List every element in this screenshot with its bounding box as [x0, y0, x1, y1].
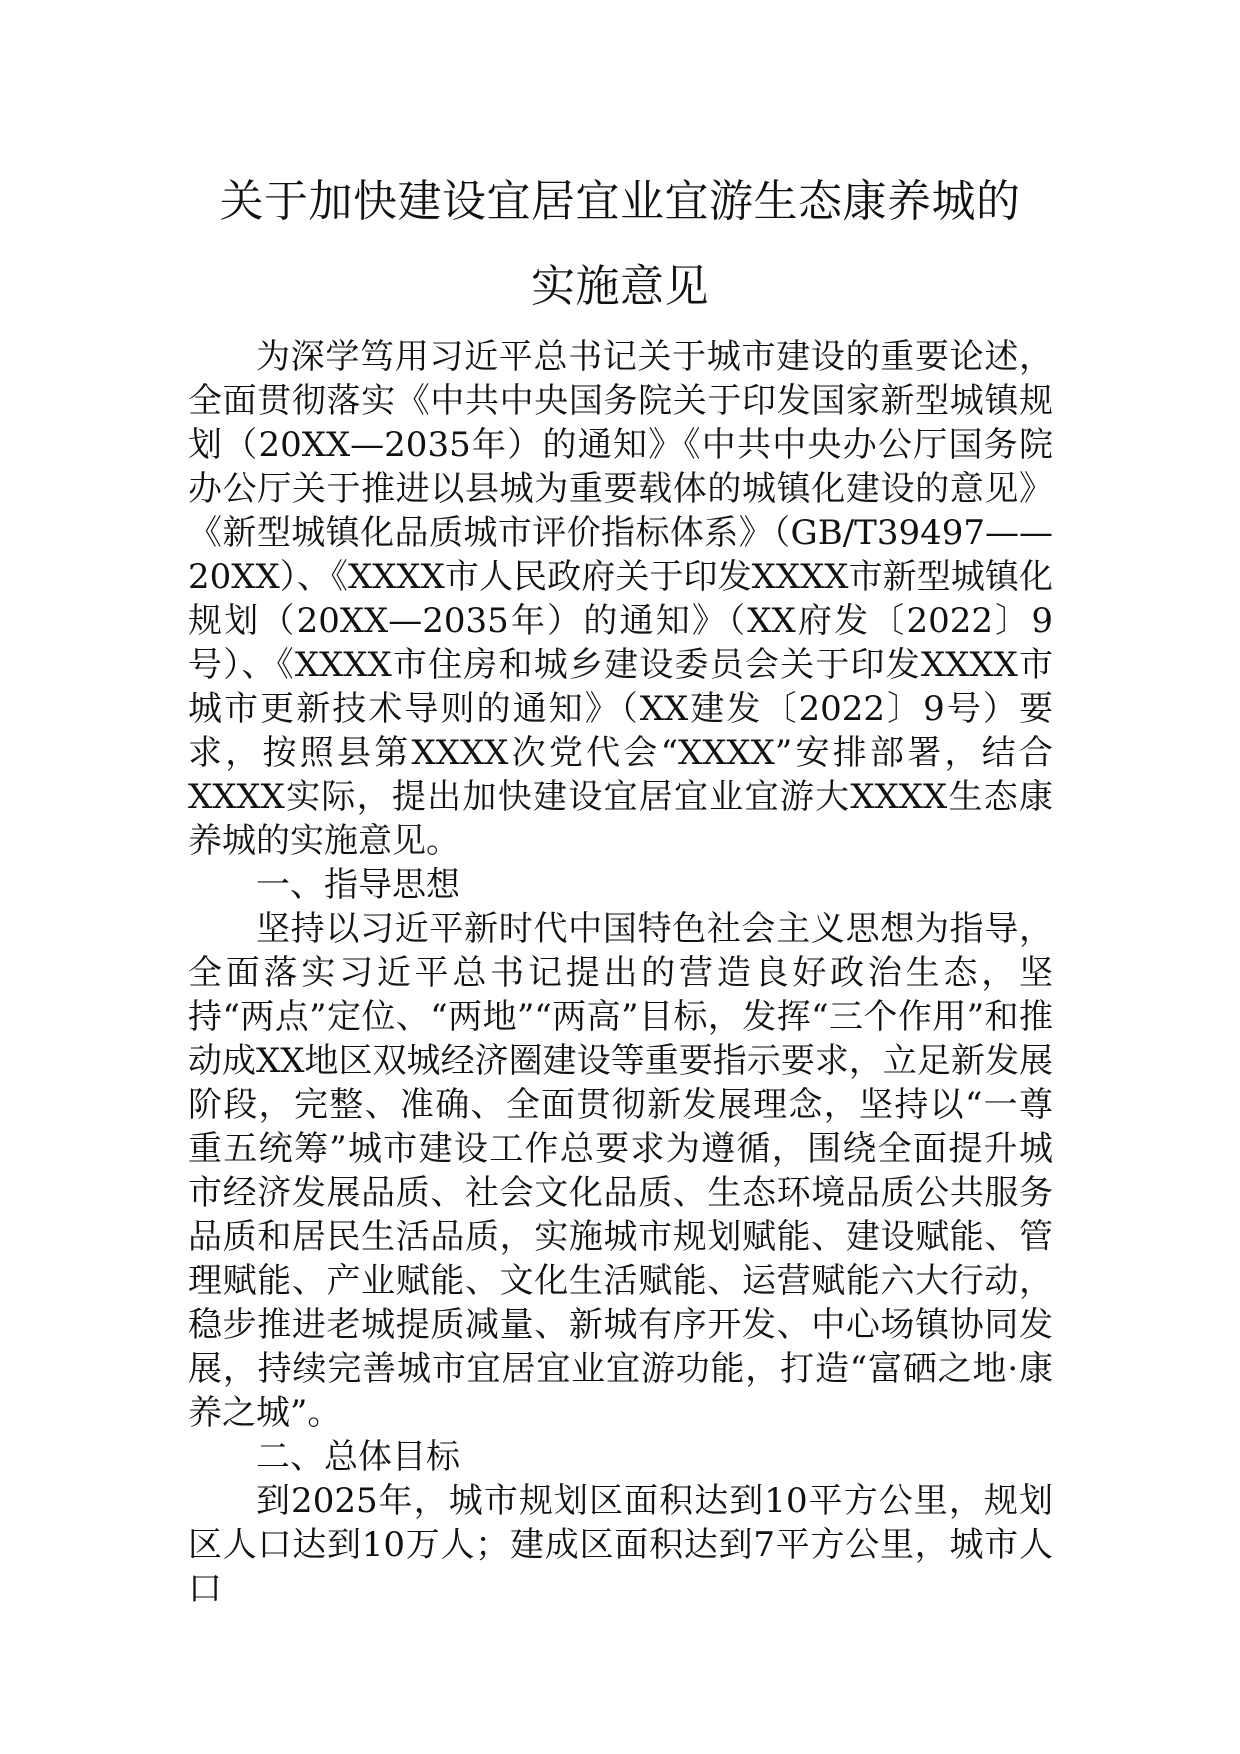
section-heading-overall-goals: 二、总体目标 — [256, 1437, 460, 1477]
document-title-line-1: 关于加快建设宜居宜业宜游生态康养城的 — [219, 176, 1021, 227]
section-heading-guiding-ideology: 一、指导思想 — [256, 865, 460, 905]
overall-goals-paragraph: 到2025年，城市规划区面积达到10平方公里，规划区人口达到10万人；建成区面积达到7平方公里，城市人口 — [188, 1481, 1053, 1609]
document-body — [188, 335, 1053, 1611]
document-title-line-2: 实施意见 — [531, 261, 709, 312]
intro-paragraph: 为深学笃用习近平总书记关于城市建设的重要论述，全面贯彻落实《中共中央国务院关于印发国家新型城镇规划（20XX—2035年）的通知》《中共中央办公厅国务院办公厅关于推进以县城为重要载体的城镇化建设的意见》《新型城镇化品质城市评价指标体系》（GB/T39497——20XX）、《XXXX市人民政府关于印发XXXX市新型城镇化规划（20XX—2035年）的通知》（XX府发〔2022〕9号）、《XXXX市住房和城乡建设委员会关于印发XXXX市城市更新技术导则的通知》（XX建发〔2022〕9号）要求，按照县第XXXX次党代会“XXXX”安排部署，结合XXXX实际，提出加快建设宜居宜业宜游大XXXX生态康养城的实施意见。 — [188, 337, 1053, 861]
guiding-ideology-paragraph: 坚持以习近平新时代中国特色社会主义思想为指导，全面落实习近平总书记提出的营造良好政治生态，坚持“两点”定位、“两地”“两高”目标，发挥“三个作用”和推动成XX地区双城经济圈建设等重要指示要求，立足新发展阶段，完整、准确、全面贯彻新发展理念，坚持以“一尊重五统筹”城市建设工作总要求为遵循，围绕全面提升城市经济发展品质、社会文化品质、生态环境品质公共服务品质和居民生活品质，实施城市规划赋能、建设赋能、管理赋能、产业赋能、文化生活赋能、运营赋能六大行动，稳步推进老城提质减量、新城有序开发、中心场镇协同发展，持续完善城市宜居宜业宜游功能，打造“富硒之地·康养之城”。 — [188, 909, 1053, 1433]
